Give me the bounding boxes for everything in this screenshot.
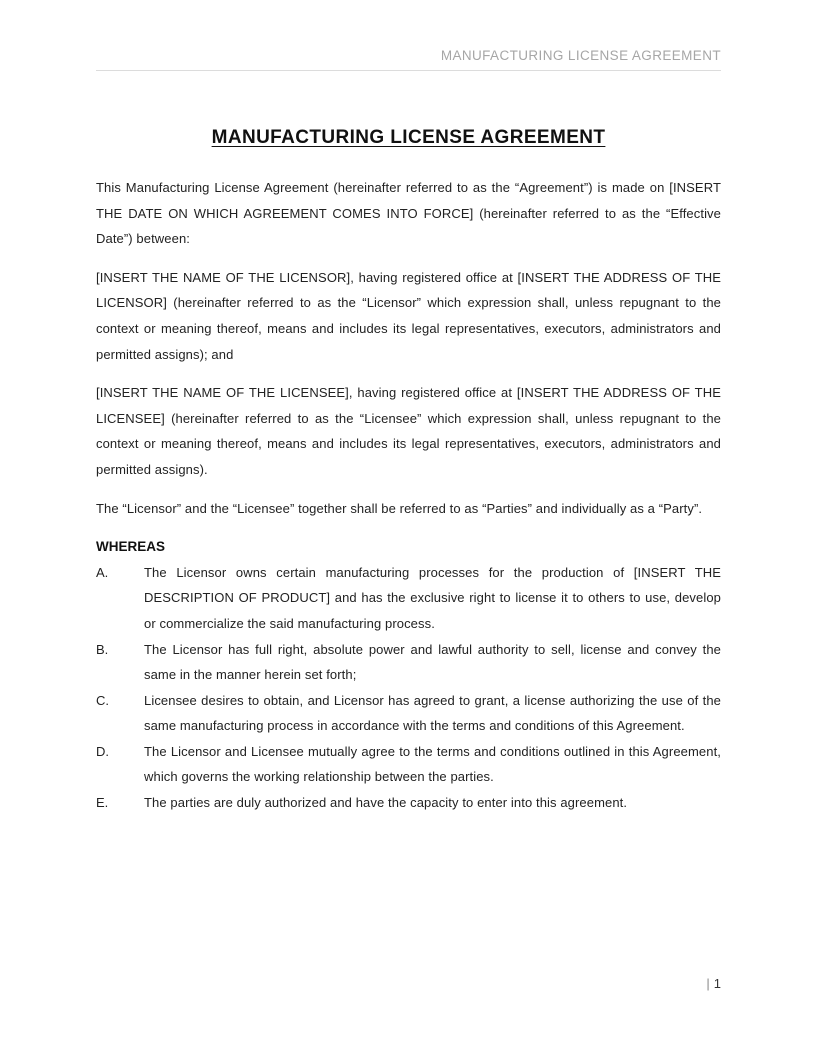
recital-item <box>96 739 721 790</box>
header-rule <box>96 70 721 71</box>
recital-text: The parties are duly authorized and have the capacity to enter into this agreement. <box>144 795 628 811</box>
recital-item <box>96 637 721 688</box>
recital-text: The Licensor and Licensee mutually agree to the terms and conditions outlined in this Agreement, which governs the working relationship between the parties. <box>144 743 721 785</box>
recital-item <box>96 560 721 637</box>
running-header: MANUFACTURING LICENSE AGREEMENT <box>440 48 721 63</box>
recital-label: A. <box>96 564 109 580</box>
recital-text: Licensee desires to obtain, and Licensor has agreed to grant, a license authorizing the use of the same manufacturing process in accordance with the terms and conditions of this Agreement. <box>144 692 721 734</box>
document-title: MANUFACTURING LICENSE AGREEMENT <box>211 127 606 148</box>
recital-label: C. <box>96 692 109 708</box>
recital-item <box>96 790 721 816</box>
paragraph-intro: This Manufacturing License Agreement (hereinafter referred to as the “Agreement”) is made on [INSERT THE DATE ON WHICH AGREEMENT COMES INTO FORCE] (hereinafter referred to as the “Effective Date”) between: <box>96 180 721 247</box>
page-number: 1 <box>713 976 721 991</box>
page-content <box>96 0 721 816</box>
recital-label: B. <box>96 641 109 657</box>
recital-list <box>96 560 721 816</box>
recital-item <box>96 688 721 739</box>
recital-label: E. <box>96 795 109 811</box>
paragraph-licensee: [INSERT THE NAME OF THE LICENSEE], having registered office at [INSERT THE ADDRESS OF THE LICENSEE] (hereinafter referred to as the “Licensee” which expression shall, unless repugnant to the context or meaning thereof, means and includes its legal representatives, executors, administrators and permitted assigns). <box>96 385 721 477</box>
recital-text: The Licensor owns certain manufacturing processes for the production of [INSERT THE DESCRIPTION OF PRODUCT] and has the exclusive right to license it to others to use, develop or commercialize the said manufacturing process. <box>144 564 721 631</box>
paragraph-licensor: [INSERT THE NAME OF THE LICENSOR], having registered office at [INSERT THE ADDRESS OF THE LICENSOR] (hereinafter referred to as the “Licensor” which expression shall, unless repugnant to the context or meaning thereof, means and includes its legal representatives, executors, administrators and permitted assigns); and <box>96 269 721 362</box>
paragraph-parties: The “Licensor” and the “Licensee” together shall be referred to as “Parties” and individually as a “Party”. <box>96 500 703 516</box>
recital-label: D. <box>96 743 109 759</box>
footer-divider: | <box>706 976 710 991</box>
recital-text: The Licensor has full right, absolute power and lawful authority to sell, license and convey the same in the manner herein set forth; <box>144 641 721 683</box>
whereas-heading: WHEREAS <box>96 539 166 555</box>
page-footer <box>706 976 721 992</box>
